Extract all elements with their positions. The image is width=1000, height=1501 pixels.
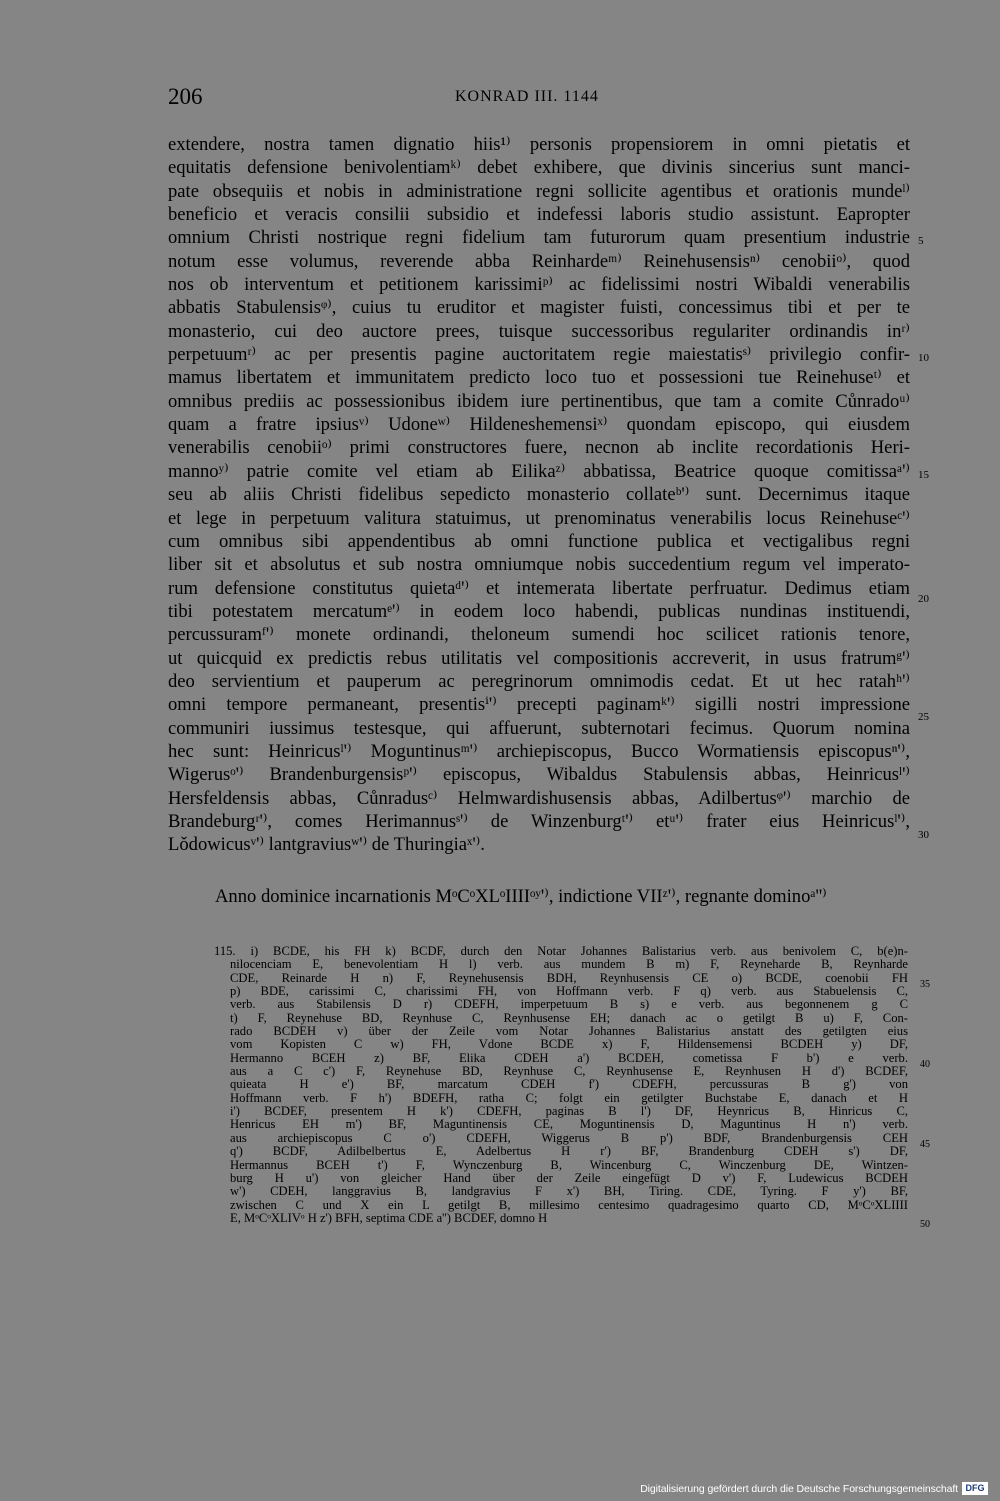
main-text-line: mannoʸ⁾ patrie comite vel etiam ab Eilikaᶻ⁾ abbatissa, Beatrice quoque comitissaᵃ'⁾ — [168, 460, 910, 482]
main-text-line: omnium Christi nostrique regni fidelium tam futurorum quam presentium industrie — [168, 227, 910, 249]
main-text-line: hec sunt: Heinricusˡ'⁾ Moguntinusᵐ'⁾ archiepiscopus, Bucco Wormatiensis episcopusⁿ'⁾, — [168, 740, 910, 762]
main-text-line: omni tempore permaneant, presentisⁱ'⁾ precepti paginamᵏ'⁾ sigilli nostri impressione — [168, 694, 910, 716]
apparatus-line: t) F, Reynehuse BD, Reynhuse C, Reynhusense EH; danach ac o getilgt B u) F, Con- — [230, 1010, 908, 1025]
main-text-line: cum omnibus sibi appendentibus ab omni functione publica et vectigalibus regni — [168, 530, 910, 552]
main-text-line: liber sit et absolutus et sub nostra omniumque nobis succedentium regum vel imperato- — [168, 554, 910, 576]
apparatus-line: i') BCDEF, presentem H k') CDEFH, paginas B l') DF, Heynricus B, Hinricus C, — [230, 1104, 908, 1119]
apparatus-line: nilocenciam E, benevolentiam H l) verb. aus mundem B m) F, Reyneharde B, Reynharde — [230, 957, 908, 972]
main-text-line: percussuramᶠ'⁾ monete ordinandi, theloneum sumendi hoc scilicet rationis tenore, — [168, 624, 910, 646]
main-text-line: et lege in perpetuum valitura statuimus, ut prenominatus venerabilis locus Reinehuseᶜ'⁾ — [168, 507, 910, 529]
line-number: 25 — [918, 711, 929, 723]
main-text-line: perpetuumʳ⁾ ac per presentis pagine auctoritatem regie maiestatisˢ⁾ privilegio confir- — [168, 344, 910, 366]
apparatus-line-number: 50 — [920, 1219, 930, 1230]
main-text-line: venerabilis cenobiiᵒ⁾ primi constructores fuere, necnon ab inclite recordationis Heri- — [168, 437, 910, 459]
main-text-line: deo servientium et pauperum ac peregrinorum omnimodis cedat. Et ut hec ratahʰ'⁾ — [168, 670, 910, 692]
main-text-line: beneficio et veracis consilii subsidio et indefessi laboris studio assistunt. Eapropter — [168, 204, 910, 226]
main-text-line: omnibus prediis ac possessionibus ibidem iure pertinentibus, que tam a comite Cůnradoᵘ⁾ — [168, 390, 910, 412]
apparatus-line: aus a C c') F, Reynehuse BD, Reynhuse C, Reynhusense E, Reynhusen H d') BCDEF, — [230, 1064, 908, 1079]
apparatus-line: Hermannus BCEH t') F, Wynczenburg B, Wincenburg C, Winczenburg DE, Wintzen- — [230, 1157, 908, 1172]
main-text-line: abbatis Stabulensisᵠ⁾, cuius tu eruditor et magister fuisti, concessimus tibi et per te — [168, 297, 910, 319]
main-text-line: Lǒdowicusᵛ'⁾ lantgraviusʷ'⁾ de Thuringiaˣ'⁾. — [168, 834, 485, 856]
main-text-line: mamus libertatem et immunitatem predicto loco tuo et possessioni tue Reinehuseᵗ⁾ et — [168, 367, 910, 389]
main-text-line: communiri iussimus testesque, qui affuerunt, subternotari fecimus. Quorum nomina — [168, 717, 910, 739]
apparatus-line: 115. i) BCDE, his FH k) BCDF, durch den Notar Johannes Balistarius verb. aus benivolem C, b(e)n- — [214, 944, 908, 958]
line-number: 10 — [918, 352, 929, 364]
apparatus-line: verb. aus Stabilensis D r) CDEFH, imperpetuum B s) e verb. aus begonnenem g C — [230, 997, 908, 1012]
running-head: KONRAD III. 1144 — [455, 88, 599, 105]
apparatus-line: vom Kopisten C w) FH, Vdone BCDE x) F, Hildensemensi BCDEH y) DF, — [230, 1037, 908, 1052]
apparatus-line: Hermanno BCEH z) BF, Elika CDEH a') BCDEH, cometissa F b') e verb. — [230, 1050, 908, 1065]
main-text-line: tibi potestatem mercatumᵉ'⁾ in eodem loco habendi, publicas nundinas instituendi, — [168, 600, 910, 622]
apparatus-line: quieata H e') BF, marcatum CDEH f') CDEFH, percussuras B g') von — [230, 1077, 908, 1092]
main-text-line: extendere, nostra tamen dignatio hiis¹⁾ personis propensiorem in omni pietatis et — [168, 134, 910, 155]
apparatus-line: Hoffmann verb. F h') BDEFH, ratha C; folgt ein getilgter Buchstabe E, danach et H — [230, 1090, 908, 1105]
main-text-line: pate obsequiis et nobis in administratione regni sollicite agentibus et orationis mundeˡ⁾ — [168, 180, 910, 202]
apparatus-line-number: 35 — [920, 979, 930, 990]
footer-credit: Digitalisierung gefördert durch die Deutsche Forschungsgemeinschaft — [640, 1483, 958, 1495]
apparatus-line-number: 45 — [920, 1139, 930, 1150]
main-text-line: monasterio, cui deo auctore prees, tuisque successoribus regulariter ordinandis inʳ⁾ — [168, 320, 910, 342]
main-text-line: Wigerusᵒ'⁾ Brandenburgensisᵖ'⁾ episcopus, Wibaldus Stabulensis abbas, Heinricusˡ'⁾ — [168, 764, 910, 786]
main-text-line: Brandeburgʳ'⁾, comes Herimannusˢ'⁾ de Winzenburgᵗ'⁾ etᵘ'⁾ frater eius Heinricusˡ'⁾, — [168, 810, 910, 832]
apparatus-line: rado BCDEH v) über der Zeile vom Notar Johannes Balistarius anstatt des getilgten eius — [230, 1024, 908, 1039]
line-number: 30 — [918, 829, 929, 841]
apparatus-line-number: 40 — [920, 1059, 930, 1070]
dfg-logo: DFG — [962, 1482, 988, 1495]
main-text-line: nos ob interventum et petitionem karissimiᵖ⁾ ac fidelissimi nostri Wibaldi venerabilis — [168, 274, 910, 296]
apparatus-line: w') CDEH, langgravius B, landgravius F x') BH, Tiring. CDE, Tyring. F y') BF, — [230, 1184, 908, 1199]
line-number: 15 — [918, 469, 929, 481]
main-text — [168, 133, 910, 857]
main-text-line: equitatis defensione benivolentiamᵏ⁾ debet exhibere, que divinis sincerius sunt manci- — [168, 157, 910, 179]
main-text-line: Hersfeldensis abbas, Cůnradusᶜ⁾ Helmwardishusensis abbas, Adilbertusᵠ'⁾ marchio de — [168, 787, 910, 809]
apparatus-line: burg H u') von gleicher Hand über der Zeile eingefügt D v') F, Ludewicus BCDEH — [230, 1170, 908, 1185]
line-number: 5 — [918, 235, 924, 247]
dating-line: Anno dominice incarnationis MᵒCᵒXLᵒIIIIᵒʸ'⁾, indictione VIIᶻ'⁾, regnante dominoᵃ''⁾ — [215, 886, 827, 907]
critical-apparatus — [214, 944, 908, 1225]
apparatus-line: q') BCDF, Adilbelbertus E, Adelbertus H r') BF, Brandenburg CDEH s') DF, — [230, 1144, 908, 1159]
main-text-line: notum esse volumus, reverende abba Reinhardeᵐ⁾ Reinehusensisⁿ⁾ cenobiiᵒ⁾, quod — [168, 250, 910, 272]
main-text-line: ut quicquid ex predictis rebus utilitatis vel compositionis accreverit, in usus fratrumᵍ'⁾ — [168, 647, 910, 669]
apparatus-line: aus archiepiscopus C o') CDEFH, Wiggerus B p') BDF, Brandenburgensis CEH — [230, 1130, 908, 1145]
apparatus-line: E, MᵒCᵒXLIVᵒ H z') BFH, septima CDE a'') BCDEF, domno H — [230, 1210, 548, 1225]
page-number: 206 — [168, 84, 203, 109]
apparatus-line: Henricus EH m') BF, Maguntinensis CE, Moguntinensis D, Maguntinus H n') verb. — [230, 1117, 908, 1132]
apparatus-line: CDE, Reinarde H n) F, Reynehusensis BDH, Reynhusensis CE o) BCDE, coenobii FH — [230, 970, 908, 985]
apparatus-line: zwischen C und X ein L getilgt B, millesimo centesimo quadragesimo quarto CD, MᵒCᵒXLIIII — [230, 1197, 908, 1212]
line-number: 20 — [918, 593, 929, 605]
main-text-line: quam a fratre ipsiusᵛ⁾ Udoneʷ⁾ Hildeneshemensiˣ⁾ quondam episcopo, qui eiusdem — [168, 414, 910, 436]
main-text-line: seu ab aliis Christi fidelibus sepedicto monasterio collateᵇ'⁾ sunt. Decernimus itaque — [168, 484, 910, 506]
apparatus-line: p) BDE, carissimi C, charissimi FH, von Hoffmann verb. F q) verb. aus Stabuelensis C, — [230, 984, 908, 999]
main-text-line: rum defensione constitutus quietaᵈ'⁾ et intemerata libertate perfruatur. Dedimus etiam — [168, 577, 910, 599]
